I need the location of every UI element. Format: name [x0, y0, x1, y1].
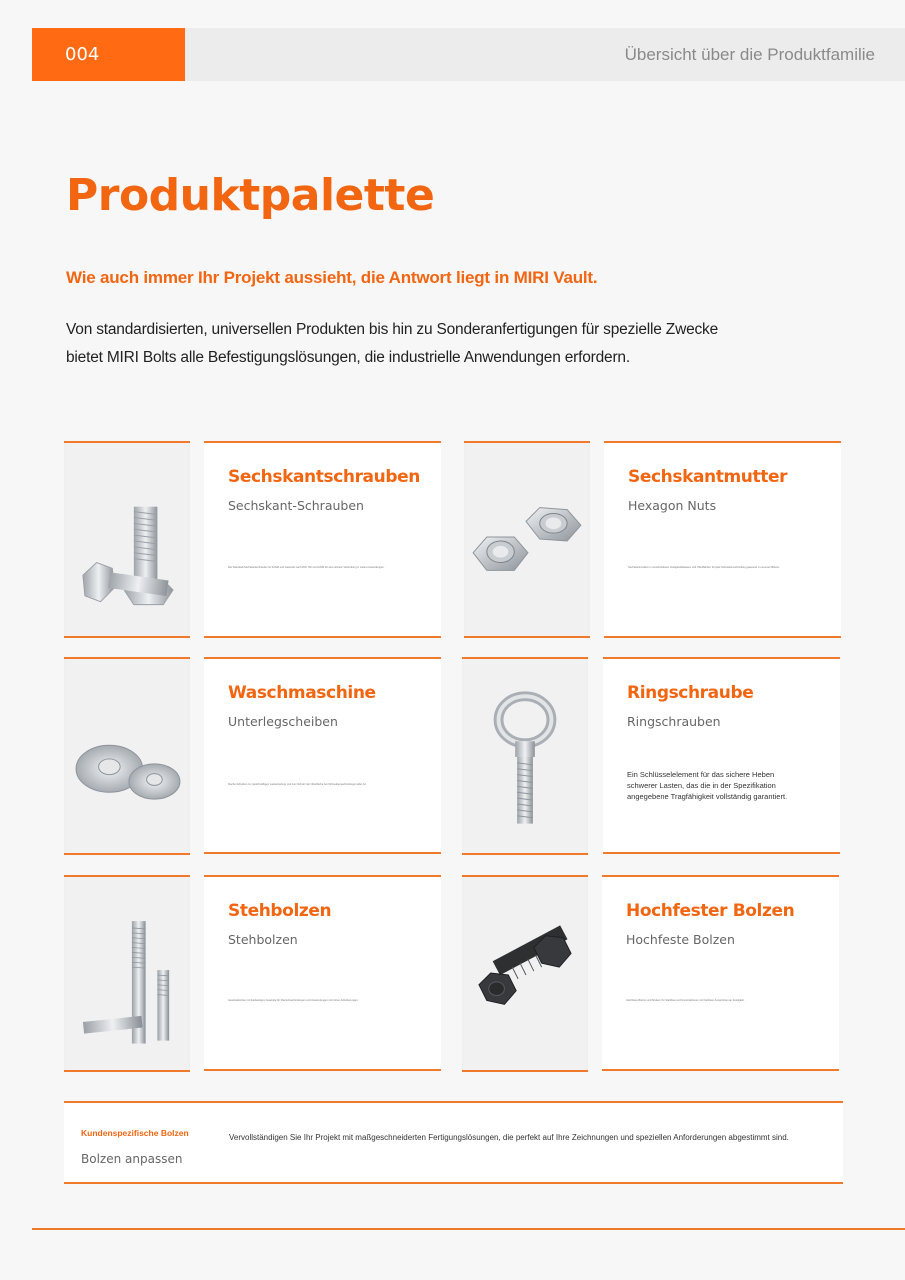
custom-bolts-subtitle: Bolzen anpassen	[81, 1152, 183, 1166]
product-title: Stehbolzen	[228, 901, 332, 921]
product-card-eye-bolts[interactable]	[603, 657, 840, 854]
hex-bolt-image	[64, 441, 190, 638]
product-title: Hochfester Bolzen	[626, 901, 795, 921]
product-card-hex-nuts[interactable]	[604, 441, 841, 638]
custom-bolts-label: Kundenspezifische Bolzen	[81, 1128, 189, 1138]
intro-text: Von standardisierten, universellen Produkten bis hin zu Sonderanfertigungen für spezielle Zwecke bietet MIRI Bolts alle Befestigungslösungen, die industrielle Anwendungen erfordern.	[66, 321, 719, 366]
product-title: Sechskantmutter	[628, 467, 788, 487]
page-number: 004	[32, 28, 185, 81]
product-subtitle: Stehbolzen	[228, 932, 298, 947]
product-subtitle: Hexagon Nuts	[628, 498, 717, 513]
product-description: Sechskantmuttern in verschiedenen Festigkeitsklassen und Oberflächen für jede Schraubenverbindung passend zu unseren Bolzen.	[628, 566, 780, 569]
product-description: Flache Scheiben zur gleichmäßigen Lastverteilung und zum Schutz der Oberfläche bei Schraubenverbindungen aller Art.	[228, 783, 367, 786]
product-description: Die Standard-Sechskantschraube mit Schaft und Gewinde nach DIN, ISO und ANSI für eine sichere Verbindung in vielen Anwendungen.	[228, 566, 385, 569]
product-card-high-strength-bolts[interactable]	[602, 875, 839, 1071]
footer-divider	[32, 1228, 905, 1230]
eye-bolt-image	[462, 657, 588, 855]
product-subtitle: Ringschrauben	[627, 714, 721, 729]
stud-bolt-image	[64, 875, 190, 1072]
product-title: Waschmaschine	[228, 683, 376, 703]
product-subtitle: Sechskant-Schrauben	[228, 498, 364, 513]
product-card-stud-bolts[interactable]	[204, 875, 441, 1071]
header-title: Übersicht über die Produktfamilie	[624, 45, 875, 64]
product-title: Ringschraube	[627, 683, 754, 703]
custom-bolts-section[interactable]	[64, 1101, 843, 1184]
product-description: Hochfeste Bolzen und Muttern für Stahlbau und Konstruktionen mit höchsten Ansprüchen an Festigkeit.	[626, 999, 745, 1002]
tagline: Wie auch immer Ihr Projekt aussieht, die Antwort liegt in MIRI Vault.	[66, 268, 598, 287]
product-subtitle: Hochfeste Bolzen	[626, 932, 735, 947]
product-card-hex-bolts[interactable]	[204, 441, 441, 638]
custom-bolts-description: Vervollständigen Sie Ihr Projekt mit maßgeschneiderten Fertigungslösungen, die perfekt auf Ihre Zeichnungen und speziellen Anforderungen abgestimmt sind.	[229, 1133, 789, 1142]
page-title: Produktpalette	[66, 170, 435, 221]
high-strength-bolt-image	[462, 875, 588, 1072]
product-description: Ein Schlüsselelement für das sichere Heben schwerer Lasten, das die in der Spezifikation angegebene Tragfähigkeit vollständig garantiert.	[627, 770, 788, 801]
washer-image	[64, 657, 190, 855]
hex-nut-image	[464, 441, 590, 638]
product-card-washers[interactable]	[204, 657, 441, 854]
product-description: Gewindebolzen mit beidseitigem Gewinde für Flanschverbindungen und Anwendungen mit hohen Anforderungen.	[228, 999, 359, 1002]
product-subtitle: Unterlegscheiben	[228, 714, 338, 729]
product-title: Sechskantschrauben	[228, 467, 420, 487]
